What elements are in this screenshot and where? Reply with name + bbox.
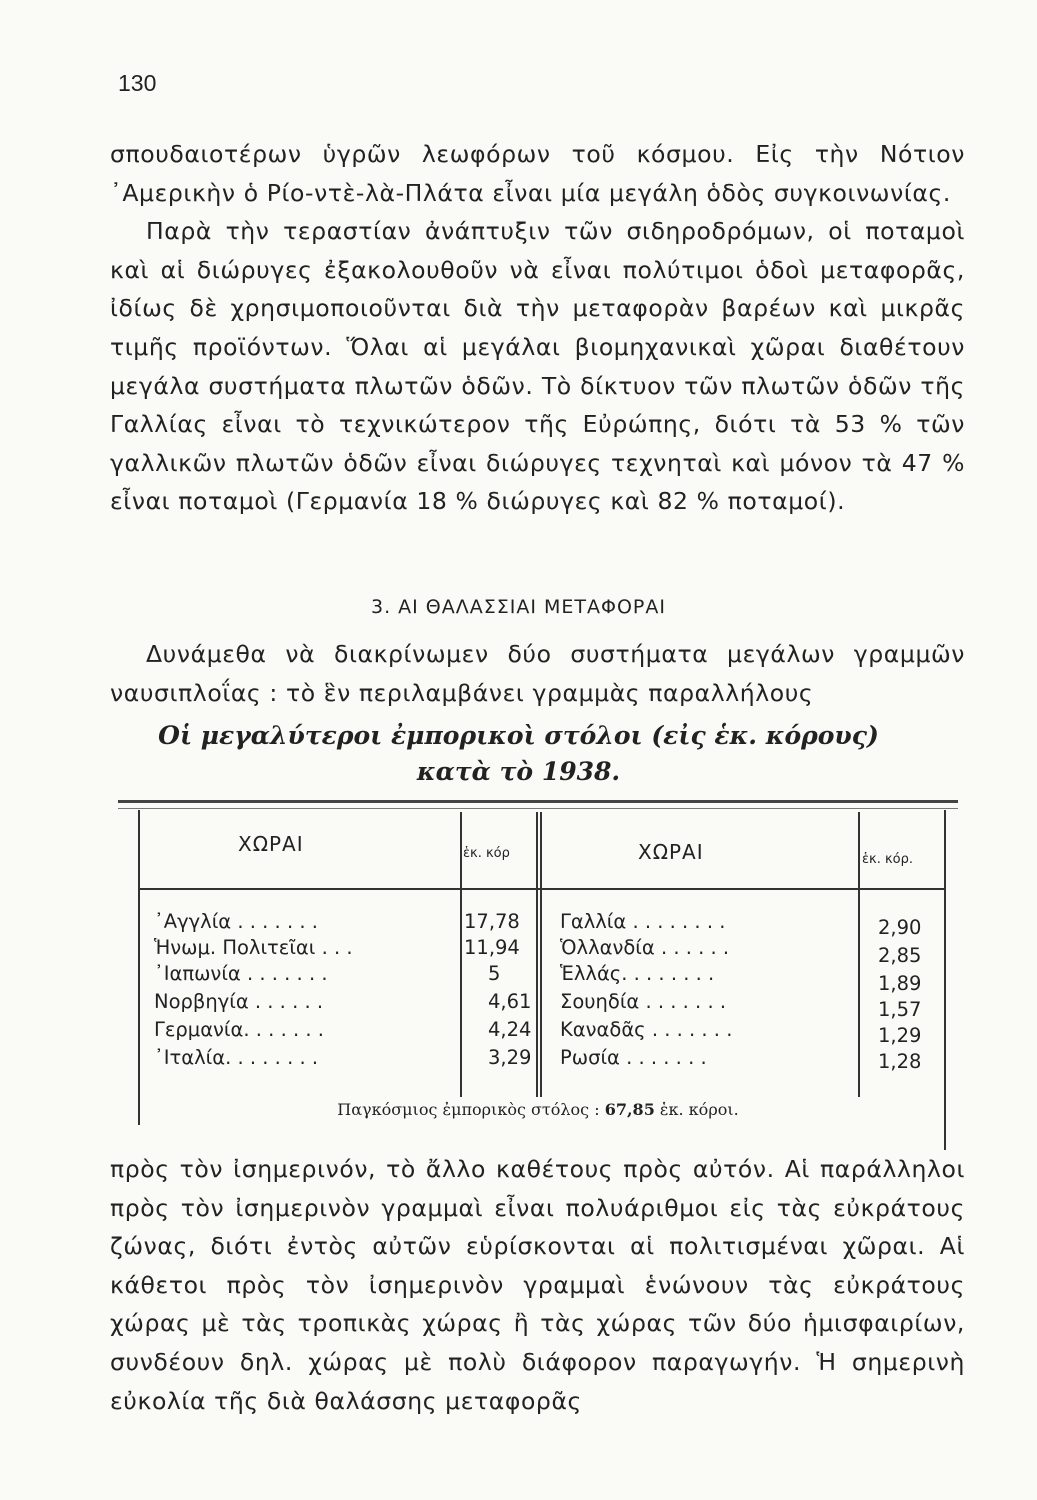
header-countries-right: ΧΩΡΑΙ [638,840,704,864]
country-cell: Ἑλλάς. . . . . . . . [560,962,715,985]
country-cell: ᾿Αγγλία . . . . . . . [154,910,318,933]
value-cell: 1,89 [878,972,922,995]
table-row [118,990,958,1021]
table-title-line2: κατὰ τὸ 1938. [416,757,621,786]
country-cell: ᾿Ιταλία. . . . . . . . [154,1046,319,1069]
section-heading: 3. ΑΙ ΘΑΛΑΣΣΙΑΙ ΜΕΤΑΦΟΡΑΙ [371,596,666,618]
value-cell: 4,61 [488,990,532,1013]
value-cell: 2,90 [878,916,922,939]
table-row [118,1046,958,1074]
value-cell: 5 [488,962,501,985]
value-cell: 1,29 [878,1024,922,1047]
table-row [118,1018,958,1046]
country-cell: ᾿Ιαπωνία . . . . . . . [154,962,328,985]
country-cell: Ρωσία . . . . . . . [560,1046,707,1069]
table-footer [118,1100,958,1119]
value-cell: 4,24 [488,1018,532,1041]
value-cell: 11,94 [464,936,520,959]
paragraph-mid [110,635,965,712]
table-header-rule [138,888,944,890]
value-cell: 1,28 [878,1050,922,1073]
fleet-table [118,800,958,1140]
table-title [0,718,1037,790]
paragraph-top [110,135,965,521]
footer-unit: ἑκ. κόροι. [659,1100,739,1119]
country-cell: Καναδᾶς . . . . . . . [560,1018,733,1041]
footer-value: 67,85 [604,1100,655,1119]
table-title-line1: Οἱ μεγαλύτεροι ἐμπορικοὶ στόλοι (εἰς ἑκ. κόρους) [158,721,879,750]
country-cell: Ὁλλανδία . . . . . . [560,936,730,959]
table-row [118,910,958,938]
table-top-rule [118,800,958,803]
page-number: 130 [118,70,157,96]
country-cell: Σουηδία . . . . . . . [560,990,727,1013]
paragraph-bottom [110,1150,965,1420]
country-cell: Γερμανία. . . . . . . [154,1018,324,1041]
paragraph-sea-lines: Δυνάμεθα νὰ διακρίνωμεν δύο συστήματα μεγάλων γραμμῶν ναυσιπλοΐας : τὸ ἓν περιλαμβάνει γραμμὰς παραλλήλους [110,640,965,707]
country-cell: Γαλλία . . . . . . . . [560,910,726,933]
paragraph-rivers: Παρὰ τὴν τεραστίαν ἀνάπτυξιν τῶν σιδηροδρόμων, οἱ ποταμοὶ καὶ αἱ διώρυγες ἐξακολουθοῦν νὰ εἶναι πολύτιμοι ὁδοὶ μεταφορᾶς, ἰδίως δὲ χρησιμοποιοῦνται διὰ τὴν μεταφορὰν βαρέων καὶ μικρᾶς τιμῆς προϊόντων. Ὅλαι αἱ μεγάλαι βιομηχανικαὶ χῶραι διαθέτουν μεγάλα συστήματα πλωτῶν ὁδῶν. Τὸ δίκτυον τῶν πλωτῶν ὁδῶν τῆς Γαλλίας εἶναι τὸ τεχνικώτερον τῆς Εὐρώπης, διότι τὰ 53 % τῶν γαλλικῶν πλωτῶν ὁδῶν εἶναι διώρυγες τεχνηταὶ καὶ μόνον τὰ 47 % εἶναι ποταμοὶ (Γερμανία 18 % διώρυγες καὶ 82 % ποταμοί). [110,217,965,516]
value-cell: 1,57 [878,998,922,1021]
header-countries-left: ΧΩΡΑΙ [238,832,304,856]
value-cell: 2,85 [878,944,922,967]
table-row [118,936,958,967]
paragraph-shipping-lines: πρὸς τὸν ἰσημερινόν, τὸ ἄλλο καθέτους πρὸς αὐτόν. Αἱ παράλληλοι πρὸς τὸν ἰσημερινὸν γραμμαὶ εἶναι πολυάριθμοι εἰς τὰς εὐκράτους ζώνας, διότι ἐντὸς αὐτῶν εὑρίσκονται αἱ πολιτισμέναι χῶραι. Αἱ κάθετοι πρὸς τὸν ἰσημερινὸν γραμμαὶ ἑνώνουν τὰς εὐκράτους χώρας μὲ τὰς τροπικὰς χώρας ἢ τὰς χώρας τῶν δύο ἡμισφαιρίων, συνδέουν δηλ. χώρας μὲ πολὺ διάφορον παραγωγήν. Ἡ σημερινὴ εὐκολία τῆς διὰ θαλάσσης μεταφορᾶς [110,1155,965,1415]
table-top-rule-thin [118,808,958,809]
footer-label: Παγκόσμιος ἐμπορικὸς στόλος : [337,1100,600,1119]
value-cell: 17,78 [464,910,520,933]
paragraph-continuation: σπουδαιοτέρων ὑγρῶν λεωφόρων τοῦ κόσμου. Εἰς τὴν Νότιον ᾿Αμερικὴν ὁ Ρίο-ντὲ-λὰ-Πλάτα εἶναι μία μεγάλη ὁδὸς συγκοινωνίας. [110,140,965,207]
header-value-left: ἑκ. κόρ [463,846,510,861]
table-row [118,962,958,995]
country-cell: Νορβηγία . . . . . . [154,990,324,1013]
country-cell: Ἡνωμ. Πολιτεῖαι . . . [154,936,353,959]
value-cell: 3,29 [488,1046,532,1069]
header-value-right: ἑκ. κόρ. [862,852,913,867]
